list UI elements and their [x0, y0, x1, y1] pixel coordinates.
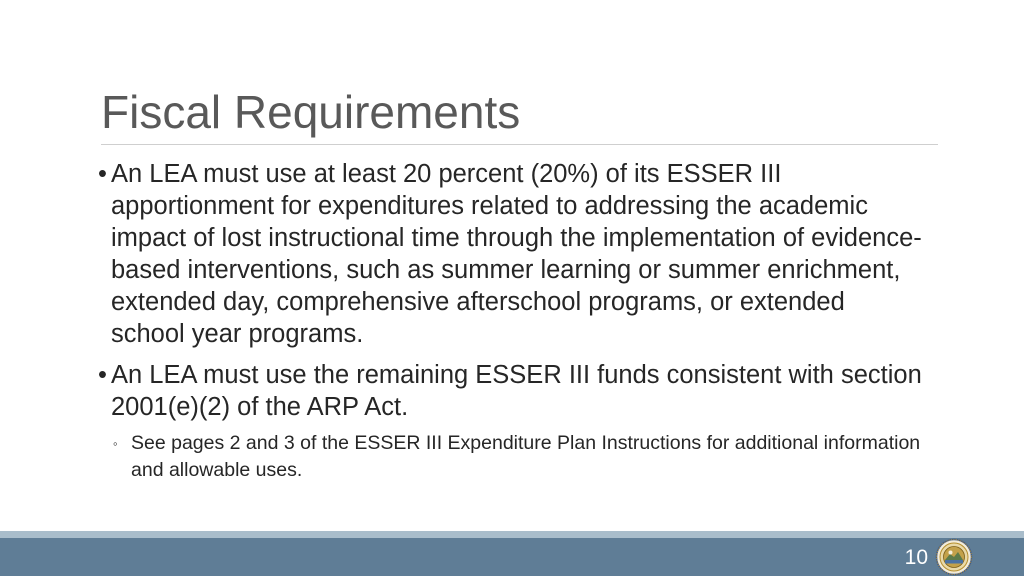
bullet-marker: •: [98, 361, 107, 389]
bullet-item: [95, 359, 925, 423]
bullet-text: An LEA must use the remaining ESSER III funds consistent with section 2001(e)(2) of the ARP Act.: [111, 361, 922, 421]
sub-bullet-marker: ◦: [113, 436, 118, 451]
footer-bar: [0, 538, 1024, 576]
slide-title: Fiscal Requirements: [101, 86, 521, 138]
footer-accent-strip: [0, 531, 1024, 538]
state-seal-icon: [935, 538, 973, 576]
bullet-text: An LEA must use at least 20 percent (20%) of its ESSER III apportionment for expenditures related to addressing the academic impact of lost instructional time through the implementation of evidence-based interventions, such as summer learning or summer enrichment, extended day, comprehensive afterschool programs, or extended school year programs.: [111, 160, 922, 348]
slide-content: [95, 158, 925, 484]
bullet-item: [95, 158, 925, 350]
sub-bullet-item: [95, 430, 925, 484]
sub-bullet-text: See pages 2 and 3 of the ESSER III Expenditure Plan Instructions for additional information and allowable uses.: [131, 432, 921, 481]
bullet-marker: •: [98, 160, 107, 188]
title-divider: [101, 144, 938, 145]
page-number: 10: [904, 546, 928, 569]
